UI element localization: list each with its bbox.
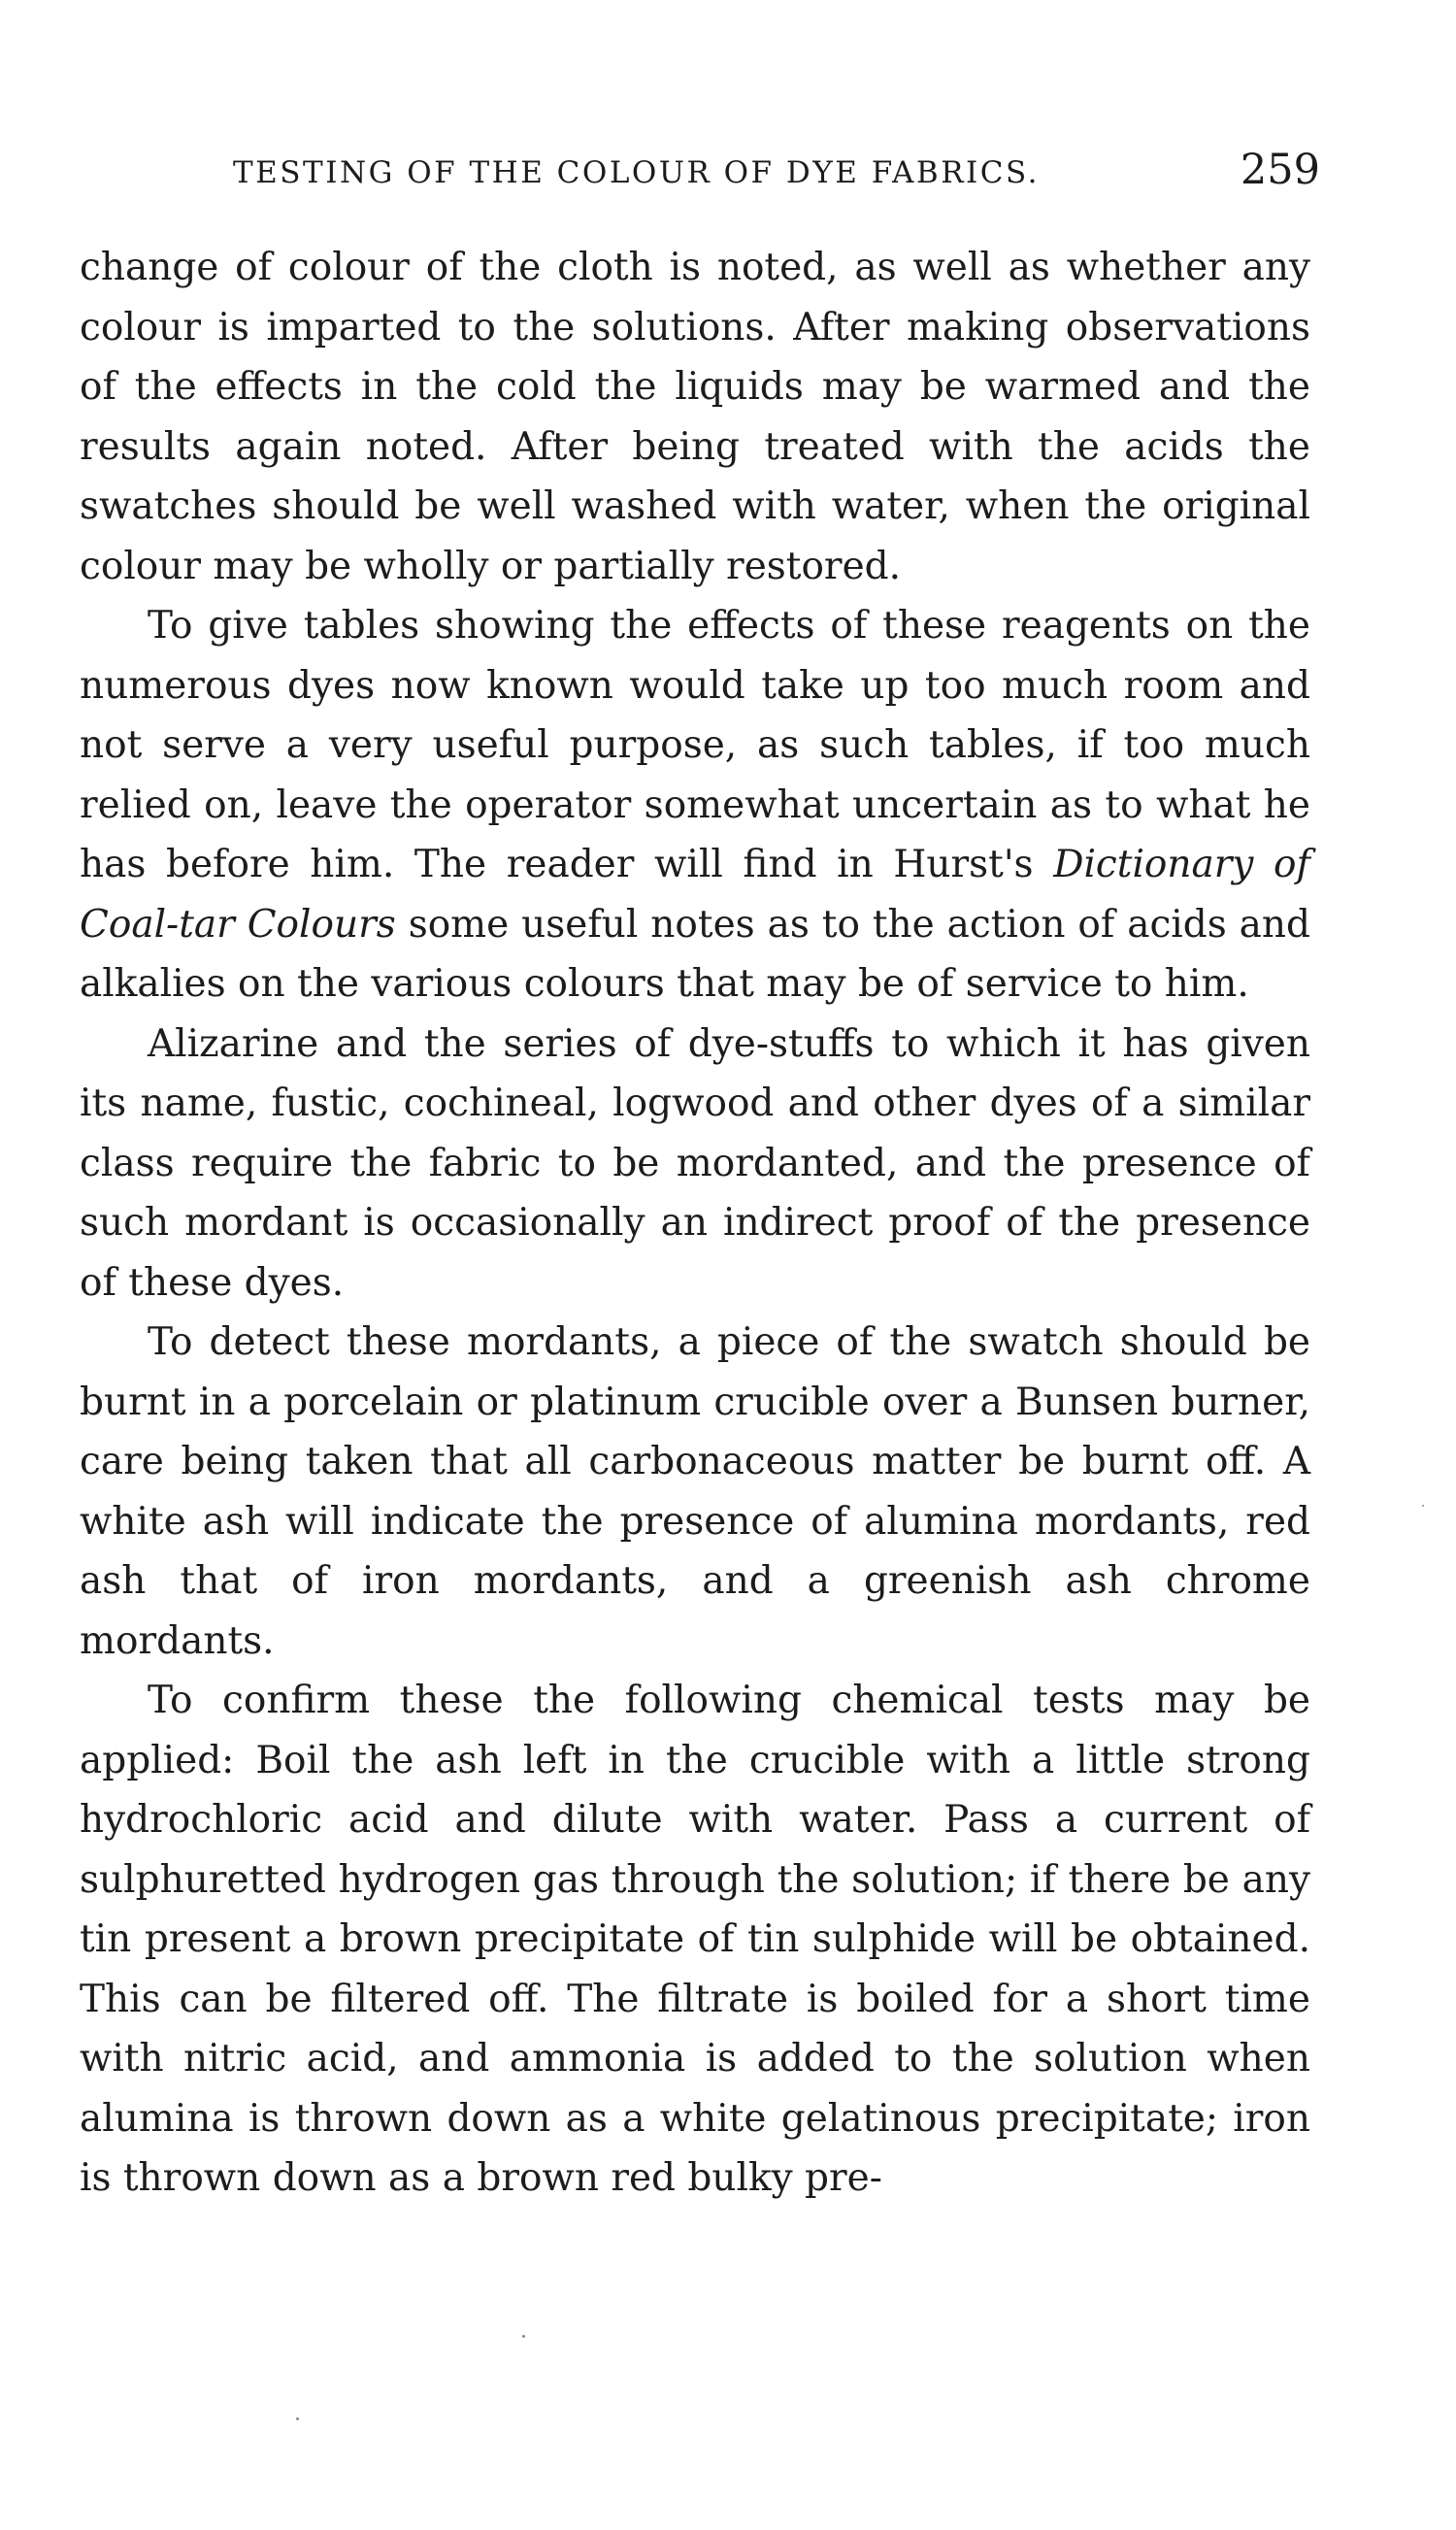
paragraph-detect-mordants: To detect these mordants, a piece of the swatch should be burnt in a porcelain or platinum crucible over a Bunsen burner, care being taken that all carbonaceous matter be burnt off. A white ash will indicate the presence of alumina mordants, red ash that of iron mordants, and a greenish ash chrome mordants. — [80, 1320, 1310, 1663]
running-title: TESTING OF THE COLOUR OF DYE FABRICS. — [233, 155, 1040, 190]
paper-speck — [522, 2335, 525, 2338]
page-number: 259 — [1240, 146, 1320, 194]
paragraph-chemical-tests: To confirm these the following chemical tests may be applied: Boil the ash left in the crucible with a little strong hydrochloric acid and dilute with water. Pass a current of sulphuretted hydrogen gas through the solution; if there be any tin present a brown precipitate of tin sulphide will be obtained. This can be filtered off. The filtrate is boiled for a short time with nitric acid, and ammonia is added to the solution when alumina is thrown down as a white gelatinous precipitate; iron is thrown down as a brown red bulky pre- — [80, 1679, 1310, 2200]
body-text — [80, 238, 1310, 2209]
paragraph-reagent-tables-text-after: some useful notes as to the action of acids and alkalies on the various colours that may be of service to him. — [80, 902, 1310, 1006]
paragraph-reagent-tables — [80, 596, 1310, 1015]
running-head — [233, 146, 1320, 204]
paragraph-reagent-tables-text-before: To give tables showing the effects of these reagents on the numerous dyes now known would take up too much room and not serve a very useful purpose, as such tables, if too much relied on, leave the operator somewhat uncertain as to what he has before him. The reader will find in Hurst's — [80, 604, 1310, 886]
paragraph-cloth-colour-observation: change of colour of the cloth is noted, as well as whether any colour is imparted to the solutions. After making observations of the effects in the cold the liquids may be warmed and the results again noted. After being treated with the acids the swatches should be well washed with water, when the original colour may be wholly or partially restored. — [80, 246, 1310, 588]
paragraph-alizarine-mordants: Alizarine and the series of dye-stuffs to which it has given its name, fustic, cochineal, logwood and other dyes of a similar class require the fabric to be mordanted, and the presence of such mordant is occasionally an indirect proof of the presence of these dyes. — [80, 1021, 1310, 1305]
paper-speck — [1422, 1505, 1424, 1507]
book-title-citation: Dictionary of Coal-tar Colours — [80, 843, 1310, 947]
paper-speck — [296, 2417, 299, 2420]
